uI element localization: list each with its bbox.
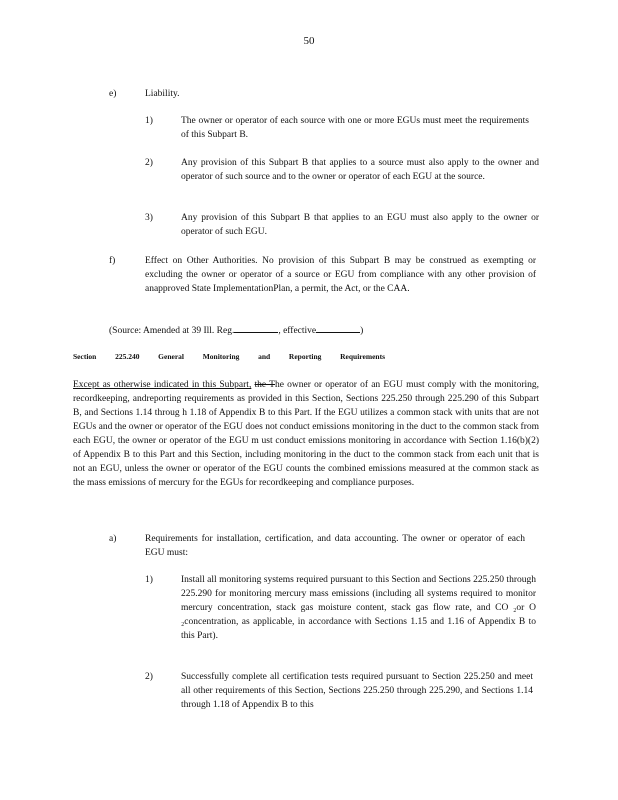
source-note-blank-2: [316, 322, 360, 333]
subsection-f-text: Effect on Other Authorities. No provision of this Subpart B may be construed as exempting or excluding the owner or operator of a source or EGU from compliance with any other provision of anapproved State ImplementationPlan, a permit, the Act, or the CAA.: [145, 256, 536, 294]
subsection-f-label: f): [109, 256, 116, 266]
deleted-text: the T: [254, 380, 275, 390]
source-note-blank-1: [234, 322, 278, 333]
item-a2-text: Successfully complete all certification tests required pursuant to Section 225.250 and meet all other requirements of this Section, Sections 225.250 through 225.290, and Sections 1.14 through 1.18 of Appendix B to this: [181, 672, 533, 710]
subsection-a-text: Requirements for installation, certification, and data accounting. The owner or operator of each EGU must:: [145, 534, 525, 558]
item-a2-label: 2): [145, 672, 153, 682]
subsection-a-label: a): [109, 534, 117, 544]
item-e2-label: 2): [145, 158, 153, 168]
item-e1-text: The owner or operator of each source with one or more EGUs must meet the requirements of this Subpart B.: [181, 116, 529, 140]
section-heading: [73, 352, 385, 361]
item-a1-text: Install all monitoring systems required pursuant to this Section and Sections 225.250 through 225.290 for monitoring mercury mass emissions (including all systems required to monitor mercury concentration, stack gas moisture content, stack gas flow rate, and CO ₂or O ₂concentration, as applicable, in accordance with Sections 1.15 and 1.16 of Appendix B to this Part).: [181, 575, 536, 641]
item-e2-text: Any provision of this Subpart B that applies to a source must also apply to the owner and operator of such source and to the owner or operator of each EGU at the source.: [181, 158, 539, 182]
source-note: [109, 322, 363, 338]
intro-body: he owner or operator of an EGU must comply with the monitoring, recordkeeping, andreporting requirements as provided in this Section, Sections 225.250 through 225.290 of this Subpart B, and Sections 1.14 throug h 1.18 of Appendix B to this Part. If the EGU utilizes a common stack with units that are not EGUs and the owner or operator of the EGU does not conduct emissions monitoring in the duct to the common stack from each EGU, the owner or operator of the EGU m ust conduct emissions monitoring in accordance with Section 1.16(b)(2) of Appendix B to this Part and this Section, including monitoring in the duct to the common stack from each unit that is not an EGU, unless the owner or operator of the EGU counts the combined emissions measured at the common stack as the mass emissions of mercury for the EGUs for recordkeeping and compliance purposes.: [73, 380, 539, 488]
page-number: 50: [303, 35, 315, 47]
item-e3-text: Any provision of this Subpart B that applies to an EGU must also apply to the owner or operator of such EGU.: [181, 213, 539, 237]
heading-word: 225.240: [115, 352, 140, 361]
item-e1-label: 1): [145, 116, 153, 126]
subsection-e-title: Liability.: [145, 89, 180, 99]
heading-word: Reporting: [288, 352, 322, 361]
source-note-prefix: (Source: Amended at 39 Ill. Reg.: [109, 326, 235, 336]
intro-paragraph: [73, 378, 539, 490]
inserted-text: Except as otherwise indicated in this Subpart,: [73, 380, 252, 390]
heading-word: Section: [73, 352, 97, 361]
source-note-suffix: ): [360, 326, 364, 336]
heading-word: and: [258, 352, 271, 361]
heading-word: Monitoring: [202, 352, 240, 361]
item-e3-label: 3): [145, 213, 153, 223]
heading-word: Requirements: [340, 352, 385, 361]
heading-word: General: [158, 352, 184, 361]
item-a1-label: 1): [145, 575, 153, 585]
subsection-e-label: e): [109, 89, 117, 99]
source-note-middle: , effective: [278, 326, 317, 336]
